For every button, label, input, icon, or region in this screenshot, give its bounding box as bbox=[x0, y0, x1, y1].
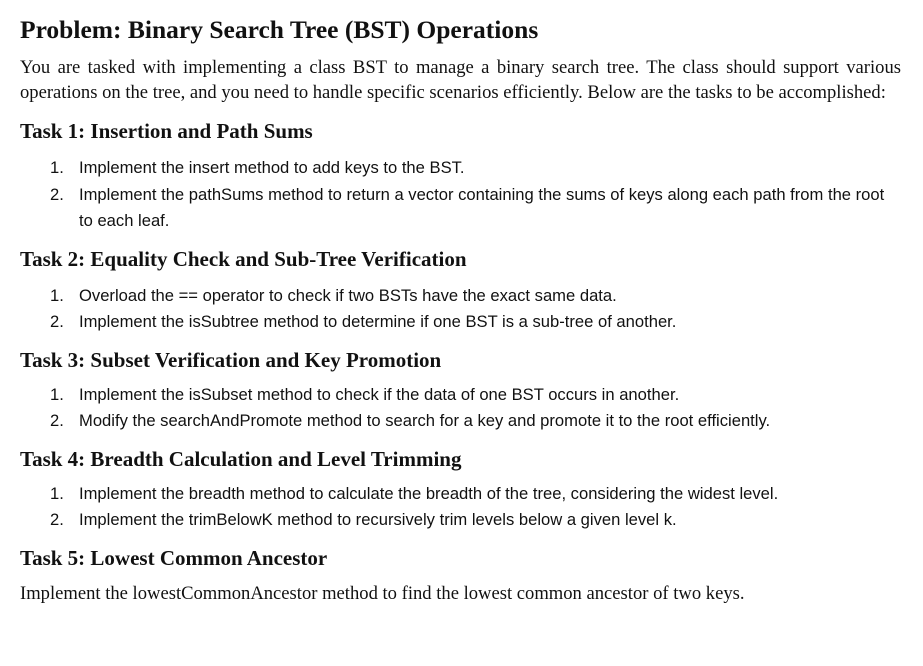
list-item-text: Implement the isSubtree method to determine if one BST is a sub-tree of another. bbox=[79, 312, 677, 331]
list-item bbox=[20, 283, 901, 310]
list-item-text: Modify the searchAndPromote method to search for a key and promote it to the root efficiently. bbox=[79, 411, 771, 430]
list-item-text: Implement the pathSums method to return a vector containing the sums of keys along each path from the root to each leaf. bbox=[79, 184, 885, 230]
task-5-heading: Task 5: Lowest Common Ancestor bbox=[20, 545, 328, 570]
task-2-list bbox=[20, 283, 901, 336]
list-number: 2. bbox=[50, 510, 64, 529]
list-item bbox=[20, 309, 901, 336]
task-1-section bbox=[20, 117, 901, 235]
task-5-section bbox=[20, 544, 901, 606]
task-2-section bbox=[20, 245, 901, 336]
task-4-heading: Task 4: Breadth Calculation and Level Trimming bbox=[20, 446, 462, 471]
list-item bbox=[20, 481, 901, 508]
task-1-heading: Task 1: Insertion and Path Sums bbox=[20, 119, 313, 143]
task-1-list bbox=[20, 155, 901, 235]
list-number: 1. bbox=[50, 158, 64, 177]
page-title: Problem: Binary Search Tree (BST) Operations bbox=[20, 15, 539, 44]
intro-paragraph: You are tasked with implementing a class BST to manage a binary search tree. The class should support various operations on the tree, and you need to handle specific scenarios efficiently. Below are the tasks to be accomplished: bbox=[20, 57, 901, 103]
list-number: 2. bbox=[50, 184, 64, 204]
list-number: 2. bbox=[50, 312, 64, 331]
list-item-text: Implement the insert method to add keys to the BST. bbox=[79, 158, 465, 177]
list-number: 1. bbox=[50, 483, 64, 503]
list-number: 2. bbox=[50, 411, 64, 430]
list-item bbox=[20, 408, 901, 435]
list-item bbox=[20, 155, 901, 182]
task-5-paragraph: Implement the lowestCommonAncestor method to find the lowest common ancestor of two keys. bbox=[20, 582, 745, 604]
list-item-text: Implement the breadth method to calculate the breadth of the tree, considering the widest level. bbox=[79, 483, 779, 503]
list-item-text: Overload the == operator to check if two BSTs have the exact same data. bbox=[79, 285, 617, 305]
list-item bbox=[20, 182, 901, 235]
task-3-heading: Task 3: Subset Verification and Key Promotion bbox=[20, 347, 442, 372]
list-number: 1. bbox=[50, 384, 64, 404]
task-3-section bbox=[20, 346, 901, 435]
list-number: 1. bbox=[50, 285, 64, 305]
task-2-heading: Task 2: Equality Check and Sub-Tree Verification bbox=[20, 246, 467, 271]
task-3-list bbox=[20, 382, 901, 435]
list-item bbox=[20, 507, 901, 534]
list-item bbox=[20, 382, 901, 409]
list-item-text: Implement the trimBelowK method to recursively trim levels below a given level k. bbox=[79, 510, 677, 529]
task-4-list bbox=[20, 481, 901, 534]
task-4-section bbox=[20, 445, 901, 534]
list-item-text: Implement the isSubset method to check if the data of one BST occurs in another. bbox=[79, 384, 680, 404]
